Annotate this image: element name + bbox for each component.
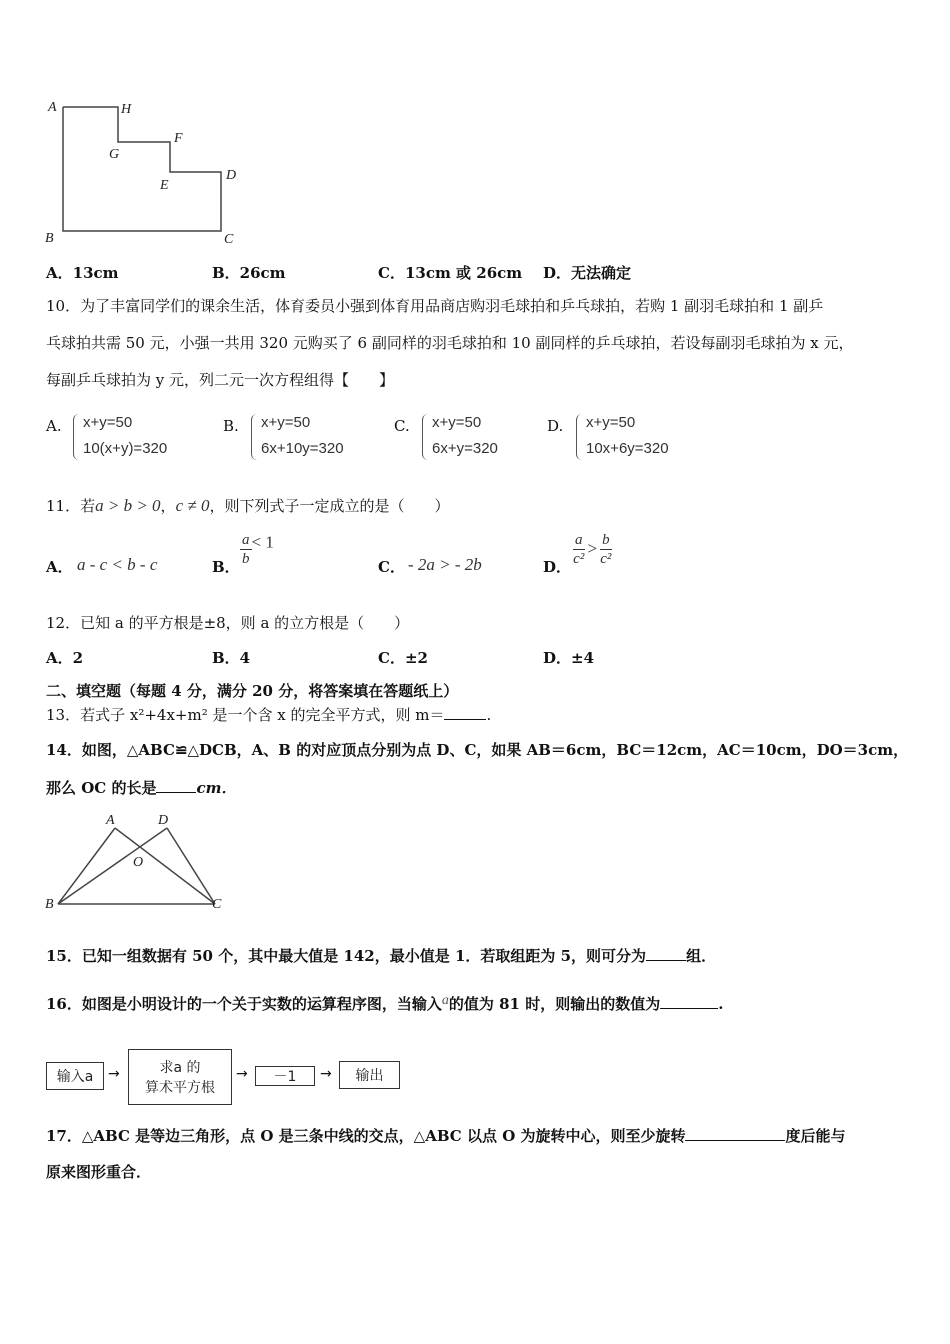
flow-arrow-2: → <box>236 1066 248 1082</box>
q10-line-2: 乓球拍共需 50 元，小强一共用 320 元购买了 6 副同样的羽毛球拍和 10 副同样的乒乓球拍，若设每副羽毛球拍为 x 元， <box>46 334 854 352</box>
label-H: H <box>121 102 132 117</box>
q13-post: . <box>486 706 492 724</box>
q12-stem: 12．已知 a 的平方根是±8，则 a 的立方根是（ ） <box>46 614 410 632</box>
q15-stem <box>46 946 716 966</box>
q11-option-a-label: A． <box>46 558 73 576</box>
q9-option-a: A．13cm <box>46 264 119 282</box>
q10-option-d-label: D. <box>547 417 564 435</box>
q10-line-1: 10．为了丰富同学们的课余生活，体育委员小强到体育用品商店购羽毛球拍和乒乓球拍，若购 1 副羽毛球拍和 1 副乒 <box>46 297 824 315</box>
q14-answer-blank[interactable] <box>156 792 196 793</box>
q11-d-operator: > <box>587 538 598 558</box>
q15-answer-blank[interactable] <box>646 960 686 961</box>
label-O: O <box>133 855 144 870</box>
q11-condition-2: c ≠ 0 <box>175 496 210 515</box>
q17-line-2: 原来图形重合． <box>46 1163 152 1181</box>
section-2-heading: 二、填空题（每题 4 分，满分 20 分，将答案填在答题纸上） <box>46 682 459 700</box>
q10-option-b-eq2: 6x+10y=320 <box>261 440 344 457</box>
q11-stem <box>46 496 449 516</box>
q10-option-c-label: C. <box>394 417 410 435</box>
label-C: C <box>212 897 222 912</box>
q10-option-c-eq2: 6x+y=320 <box>432 440 498 457</box>
q11-option-c-label: C． <box>378 558 405 576</box>
triangle-figure <box>40 808 240 916</box>
q11-condition-1: a > b > 0 <box>95 496 161 515</box>
label-F: F <box>174 131 183 146</box>
label-G: G <box>109 147 120 162</box>
q11-option-b-fraction <box>240 531 252 568</box>
q15-post: 组． <box>686 947 717 965</box>
q11-d-numerator-1: a <box>575 532 583 548</box>
q10-option-a-eq1: x+y=50 <box>83 414 133 431</box>
segment-DC <box>167 828 215 904</box>
polygon-outline <box>63 107 221 231</box>
flow-output-label: 输出 <box>355 1068 384 1084</box>
label-A: A <box>106 813 115 828</box>
q10-option-a-eq2: 10(x+y)=320 <box>83 440 168 457</box>
segment-AB <box>58 828 115 904</box>
flow-sqrt-line-2: 算术平方根 <box>145 1080 215 1096</box>
flow-arrow-3: → <box>320 1066 332 1082</box>
q16-post: . <box>718 995 724 1013</box>
label-A: A <box>48 100 57 115</box>
q10-option-b-eq1: x+y=50 <box>261 414 311 431</box>
q11-option-c-expr: - 2a > - 2b <box>408 555 482 574</box>
q15-pre: 15．已知一组数据有 50 个，其中最大值是 142，最小值是 1．若取组距为 5，则可分为 <box>46 947 647 965</box>
flow-input-label: 输入a <box>56 1069 94 1085</box>
q17-line-1 <box>46 1126 846 1146</box>
q12-option-d: D．±4 <box>543 649 595 667</box>
q11-b-numerator: a <box>242 532 250 548</box>
q14-line-2 <box>46 778 236 798</box>
flow-minus-one-label: －1 <box>273 1069 297 1085</box>
q11-comma: ， <box>160 497 176 515</box>
q9-option-c: C．13cm 或 26cm <box>378 264 523 282</box>
q11-stem-pre: 11．若 <box>46 497 96 515</box>
q10-option-d-eq2: 10x+6y=320 <box>586 440 669 457</box>
q10-option-c-eq1: x+y=50 <box>432 414 482 431</box>
label-C: C <box>224 232 234 247</box>
flow-sqrt-box <box>128 1049 232 1105</box>
label-B: B <box>45 231 54 246</box>
q16-mid: 的值为 81 时，则输出的数值为 <box>448 995 661 1013</box>
flow-output-box <box>339 1061 400 1089</box>
q16-variable-a: a <box>441 993 449 1008</box>
q12-option-c: C．±2 <box>378 649 428 667</box>
q11-option-d-label: D． <box>543 558 572 576</box>
q11-b-denominator: b <box>242 551 250 567</box>
q11-option-d-fraction-1 <box>573 531 585 568</box>
q14-line-1: 14．如图，△ABC≌△DCB，A、B 的对应顶点分别为点 D、C，如果 AB＝6cm，BC＝12cm，AC＝10cm，DO＝3cm， <box>46 741 909 759</box>
q16-answer-blank[interactable] <box>660 1008 718 1009</box>
q10-option-a-label: A. <box>46 417 62 435</box>
segment-AC <box>115 828 215 904</box>
q17-line-1-pre: 17．△ABC 是等边三角形，点 O 是三条中线的交点，△ABC 以点 O 为旋转中心，则至少旋转 <box>46 1127 686 1145</box>
polygon-figure <box>40 95 250 250</box>
q12-option-b: B．4 <box>212 649 251 667</box>
q10-option-d-eq1: x+y=50 <box>586 414 636 431</box>
q11-b-rest: < 1 <box>251 532 274 552</box>
q11-option-d-expr <box>573 531 612 568</box>
q13-answer-blank[interactable] <box>444 719 486 720</box>
label-D: D <box>226 168 237 183</box>
q9-option-b: B．26cm <box>212 264 286 282</box>
q17-line-1-post: 度后能与 <box>785 1127 846 1145</box>
label-D: D <box>158 813 169 828</box>
q14-line-2-post: cm． <box>196 779 237 797</box>
flow-sqrt-line-1: 求a 的 <box>159 1060 201 1076</box>
q11-d-numerator-2: b <box>602 532 610 548</box>
q17-answer-blank[interactable] <box>685 1140 785 1141</box>
label-B: B <box>45 897 54 912</box>
q11-option-b-label: B． <box>212 558 240 576</box>
q11-d-denominator-2: c² <box>600 551 612 567</box>
q11-option-a-expr: a - c < b - c <box>77 555 158 574</box>
q13-pre: 13．若式子 x²+4x+m² 是一个含 x 的完全平方式，则 m＝ <box>46 706 445 724</box>
q16-stem <box>46 991 723 1014</box>
q11-option-d-fraction-2 <box>600 531 612 568</box>
q14-line-2-pre: 那么 OC 的长是 <box>46 779 157 797</box>
q9-option-d: D．无法确定 <box>543 264 632 282</box>
flow-input-box <box>46 1062 104 1090</box>
q12-option-a: A．2 <box>46 649 84 667</box>
q11-option-b-expr <box>240 531 274 568</box>
flow-arrow-1: → <box>108 1066 120 1082</box>
q11-stem-post: ，则下列式子一定成立的是（ ） <box>209 497 450 515</box>
label-E: E <box>160 178 169 193</box>
q10-line-3: 每副乒乓球拍为 y 元，列二元一次方程组得【 】 <box>46 371 395 389</box>
flow-minus-one-box <box>255 1066 315 1086</box>
segment-DB <box>58 828 167 904</box>
q10-option-b-label: B. <box>223 417 239 435</box>
q16-pre: 16．如图是小明设计的一个关于实数的运算程序图，当输入 <box>46 995 442 1013</box>
q11-d-denominator-1: c² <box>573 551 585 567</box>
q13-stem <box>46 705 491 725</box>
